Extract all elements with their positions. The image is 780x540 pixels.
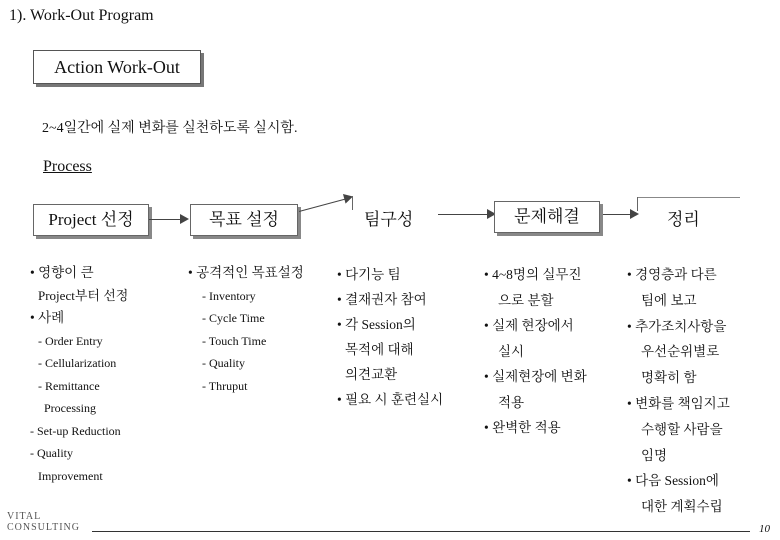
company-logo	[7, 511, 80, 533]
list-item: 팀에 보고	[641, 292, 697, 308]
list-item: • 실제현장에 변화	[484, 369, 587, 384]
stage-team-building: 팀구성	[364, 210, 414, 229]
logo-line-2: CONSULTING	[7, 522, 80, 533]
list-item: 임명	[641, 447, 668, 463]
stage-tick-5	[637, 197, 638, 211]
column-project-selection	[30, 262, 128, 487]
list-item: Project부터 선정	[38, 287, 129, 303]
list-item: Processing	[44, 401, 96, 415]
column-goal-setting	[188, 262, 304, 397]
list-item: • 실제 현장에서	[484, 318, 574, 333]
process-label: Process	[43, 158, 92, 175]
list-item: 수행할 사람을	[641, 421, 723, 437]
list-item: - Remittance	[38, 378, 100, 393]
list-item: 대한 계획수립	[641, 499, 723, 515]
stage-wrap-up: 정리	[667, 210, 700, 229]
list-item: 목적에 대해	[345, 342, 414, 357]
stage-problem-solving: 문제해결	[494, 201, 600, 233]
list-item: • 완벽한 적용	[484, 420, 561, 435]
stage-goal-setting: 목표 설정	[190, 204, 298, 236]
list-item: • 다음 Session에	[627, 473, 719, 489]
list-item: - Inventory	[202, 288, 256, 303]
list-item: - Cycle Time	[202, 311, 265, 325]
flow-arrow-1	[149, 219, 187, 220]
list-item: • 다기능 팀	[337, 267, 401, 282]
list-item: - Set-up Reduction	[30, 423, 121, 438]
list-item: • 사례	[30, 310, 65, 325]
logo-line-1: VITAL	[7, 511, 42, 522]
stage-tick-3	[352, 196, 353, 210]
column-problem-solving	[484, 262, 587, 441]
list-item: - Quality	[202, 356, 245, 370]
subtitle: 2~4일간에 실제 변화를 실천하도록 실시함.	[42, 121, 298, 136]
list-item: • 추가조치사항을	[627, 318, 727, 334]
list-item: • 4~8명의 실무진	[484, 267, 582, 282]
list-item: • 경영층과 다른	[627, 267, 717, 282]
stage-underline-5	[638, 197, 740, 198]
list-item: • 영향이 큰	[30, 265, 94, 280]
list-item: - Touch Time	[202, 333, 267, 348]
list-item: - Order Entry	[38, 333, 103, 348]
list-item: Improvement	[38, 468, 103, 483]
list-item: - Quality	[30, 446, 73, 460]
flow-arrow-2	[299, 197, 351, 212]
page-title: 1). Work-Out Program	[9, 7, 154, 24]
action-workout-box: Action Work-Out	[33, 50, 201, 84]
footer-divider	[92, 531, 750, 532]
list-item: 우선순위별로	[641, 344, 720, 360]
list-item: 적용	[498, 394, 525, 410]
page-number: 10	[759, 523, 770, 535]
list-item: 실시	[498, 343, 525, 359]
list-item: - Cellularization	[38, 356, 117, 370]
list-item: • 변화를 책임지고	[627, 395, 730, 411]
flow-arrow-3	[438, 214, 494, 215]
list-item: • 공격적인 목표설정	[188, 265, 304, 280]
list-item: - Thruput	[202, 378, 248, 393]
list-item: • 각 Session의	[337, 317, 416, 332]
flow-arrow-4	[603, 214, 637, 215]
list-item: • 필요 시 훈련실시	[337, 392, 444, 407]
stage-project-selection: Project 선정	[33, 204, 149, 236]
column-wrap-up	[627, 262, 730, 520]
list-item: 명확히 함	[641, 370, 697, 386]
list-item: 으로 분할	[498, 292, 554, 308]
list-item: 의견교환	[345, 367, 398, 382]
list-item: • 결재권자 참여	[337, 292, 427, 307]
column-team-building	[337, 262, 443, 412]
